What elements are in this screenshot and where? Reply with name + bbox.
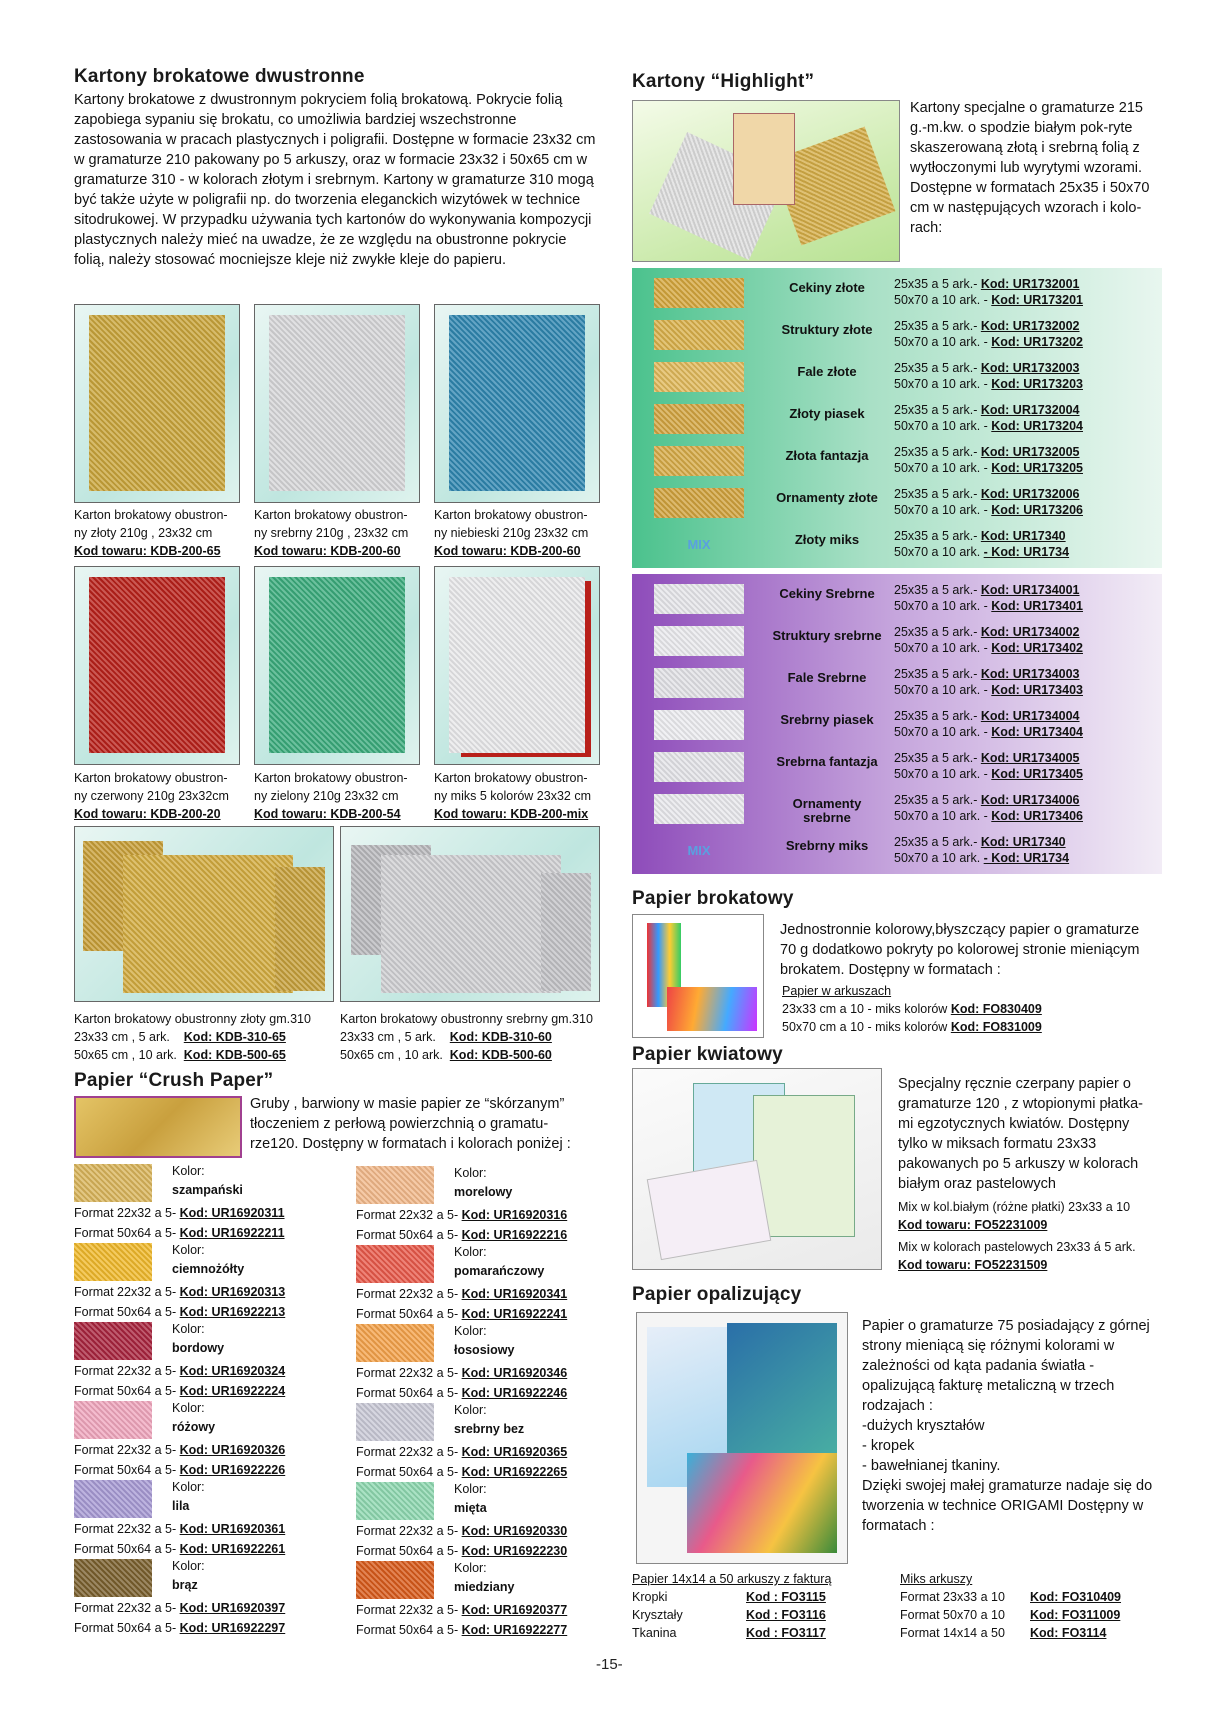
product-code: Kod: UR1732006 [980, 487, 1080, 501]
text: 25x35 a 5 ark.- [894, 403, 981, 417]
papier-opalizujacy-photo [636, 1312, 848, 1564]
crush-color-swatch [74, 1401, 152, 1439]
glitter-sheet [269, 577, 405, 753]
product-code: Kod: UR173201 [991, 293, 1083, 307]
text: 50x70 a 10 ark. [894, 545, 984, 559]
product-code: Kod: UR16920361 [179, 1522, 286, 1536]
package-card [733, 113, 795, 205]
product-code: Kod: UR173205 [991, 461, 1083, 475]
section-title-papier-brokatowy: Papier brokatowy [632, 888, 794, 909]
pattern-name: Cekiny złote [789, 280, 865, 295]
code-line [894, 682, 1083, 698]
product-code: Kod: UR16922246 [461, 1386, 568, 1400]
pattern-swatch [654, 320, 744, 350]
product-code: Kod: UR1732001 [980, 277, 1080, 291]
text: Format 22x32 a 5- [74, 1443, 180, 1457]
product-photo-silver-310 [340, 826, 600, 1002]
crush-color-swatch [356, 1561, 434, 1599]
format-row [356, 1443, 567, 1462]
text: Format 22x32 a 5- [74, 1601, 180, 1615]
code-line [894, 376, 1083, 392]
text: 50x70 a 10 ark. - [894, 503, 992, 517]
pattern-codes [894, 582, 1083, 614]
pattern-name: Srebrny piasek [780, 712, 874, 727]
product-code: Kod: UR16922230 [461, 1544, 568, 1558]
text: 25x35 a 5 ark.- [894, 445, 981, 459]
format-row [74, 1520, 285, 1539]
text: 50x70 a 10 ark. - [894, 767, 992, 781]
opal-sheet-multi [687, 1453, 837, 1553]
section-title-papier-kwiatowy: Papier kwiatowy [632, 1044, 783, 1065]
crush-color-swatch [74, 1164, 152, 1202]
kolor-label: Kolor: [454, 1482, 487, 1496]
text: 50x70 a 10 ark. - [894, 377, 992, 391]
crush-color-name: lila [172, 1499, 190, 1513]
crush-color-name: miedziany [454, 1580, 515, 1594]
product-photo-mix-210 [434, 566, 600, 765]
product-caption: Karton brokatowy obustron- ny zielony 210g 23x32 cm Kod towaru: KDB-200-54 [254, 771, 408, 821]
product-code: Kod: UR16920326 [179, 1443, 286, 1457]
crush-color-name: brąz [172, 1578, 198, 1592]
product-code: Kod: UR173403 [991, 683, 1083, 697]
code-line [894, 724, 1083, 740]
glitter-sheet-large [381, 855, 561, 993]
text: 25x35 a 5 ark.- [894, 319, 981, 333]
text: 50x70 a 10 ark. - [894, 599, 992, 613]
kolor-label: Kolor: [172, 1559, 205, 1573]
kolor-label: Kolor: [172, 1164, 205, 1178]
glitter-sheet [449, 315, 585, 491]
product-code: Kod: UR16920377 [461, 1603, 568, 1617]
kolor-label: Kolor: [454, 1166, 487, 1180]
product-caption-gold-310: Karton brokatowy obustronny złoty gm.310 23x33 cm , 5 ark. Kod: KDB-310-65 50x65 cm , 10 ark. Kod: KDB-500-65 [74, 1012, 311, 1062]
pattern-swatch [654, 278, 744, 308]
text: Format 50x64 a 5- [74, 1305, 180, 1319]
pattern-name: Złoty piasek [789, 406, 865, 421]
text: 25x35 a 5 ark.- [894, 709, 981, 723]
code-line [894, 808, 1083, 824]
text: 50x70 a 10 ark. - [894, 335, 992, 349]
papier-opalizujacy-intro: Papier o gramaturze 75 posiadający z górnej strony mieniącą się różnymi kolorami w zależności od kąta padania światła - opalizującą fakturę metaliczną w trzech rodzajach : -dużych kryształów - kropek - bawełnianej tkaniny. Dzięki swojej małej gramaturze nadaje się do tworzenia w technice ORIGAMI Dostępny w formatach : [862, 1318, 1153, 1534]
papier-brokatowy-intro: Jednostronnie kolorowy,błyszczący papier o gramaturze 70 g dodatkowo pokryty po kolorowej stronie mieniącym brokatem. Dostępny w formatach : [780, 922, 1140, 978]
text: Format 50x64 a 5- [74, 1463, 180, 1477]
product-code: Kod: UR16920313 [179, 1285, 286, 1299]
highlight-silver-panel [632, 574, 1162, 874]
crush-color-swatch [356, 1403, 434, 1441]
text: 25x35 a 5 ark.- [894, 277, 981, 291]
code-line [894, 460, 1083, 476]
section-title-crush-paper: Papier “Crush Paper” [74, 1070, 274, 1091]
kolor-label: Kolor: [454, 1324, 487, 1338]
format-row [74, 1441, 285, 1460]
text: 50x70 a 10 ark. - [894, 461, 992, 475]
text: 50x70 a 10 ark. - [894, 683, 992, 697]
pattern-name: Ornamenty złote [776, 490, 878, 505]
text: 25x35 a 5 ark.- [894, 835, 981, 849]
pattern-swatch [654, 446, 744, 476]
product-code: Kod: UR16920316 [461, 1208, 568, 1222]
pattern-swatch [654, 710, 744, 740]
product-caption: Karton brokatowy obustron- ny niebieski 210g 23x32 cm Kod towaru: KDB-200-60 [434, 508, 589, 558]
product-photo-green-210 [254, 566, 420, 765]
product-code: Kod: UR16922277 [461, 1623, 568, 1637]
text: 50x70 a 10 ark. [894, 851, 984, 865]
product-code: Kod: UR1734005 [980, 751, 1080, 765]
pattern-swatch [654, 752, 744, 782]
product-caption: Karton brokatowy obustron- ny srebrny 210g , 23x32 cm Kod towaru: KDB-200-60 [254, 508, 409, 558]
pattern-codes [894, 624, 1083, 656]
pattern-codes [894, 276, 1083, 308]
crush-color-swatch [74, 1480, 152, 1518]
pattern-name: Ornamenty srebrne [792, 796, 862, 825]
pattern-swatch [654, 626, 744, 656]
kolor-label: Kolor: [172, 1480, 205, 1494]
product-photo-red-210 [74, 566, 240, 765]
code-line [894, 528, 1069, 544]
product-code: Kod: UR1732002 [980, 319, 1080, 333]
kolor-label: Kolor: [454, 1561, 487, 1575]
pattern-swatch [654, 794, 744, 824]
text: 25x35 a 5 ark.- [894, 529, 981, 543]
papier-brokatowy-photo [632, 914, 764, 1038]
papier-brokatowy-formats: Papier w arkuszach 23x33 cm a 10 - miks kolorów Kod: FO830409 50x70 cm a 10 - miks kolorów Kod: FO831009 [782, 984, 1042, 1034]
product-code: Kod: UR16920365 [461, 1445, 568, 1459]
product-code: Kod: UR17340 [980, 835, 1066, 849]
text: Format 50x64 a 5- [74, 1226, 180, 1240]
pattern-codes [894, 792, 1083, 824]
text: Format 22x32 a 5- [356, 1445, 462, 1459]
product-code: Kod: UR173204 [991, 419, 1083, 433]
pattern-codes [894, 666, 1083, 698]
glitter-sheet [89, 577, 225, 753]
code-line [894, 402, 1083, 418]
mix-label: MIX [687, 537, 711, 552]
product-code: - Kod: UR1734 [983, 545, 1070, 559]
text: Format 22x32 a 5- [356, 1366, 462, 1380]
text: 25x35 a 5 ark.- [894, 793, 981, 807]
glitter-sheet [89, 315, 225, 491]
text: Format 50x64 a 5- [356, 1307, 462, 1321]
crush-paper-sample [74, 1096, 242, 1158]
crush-color-name: ciemnożółty [172, 1262, 245, 1276]
pattern-name: Fale złote [797, 364, 857, 379]
kolor-label: Kolor: [454, 1403, 487, 1417]
glitter-sheet-large [123, 855, 293, 993]
product-code: Kod: UR16922224 [179, 1384, 286, 1398]
text: 25x35 a 5 ark.- [894, 625, 981, 639]
text: 25x35 a 5 ark.- [894, 751, 981, 765]
product-caption-silver-310: Karton brokatowy obustronny srebrny gm.310 23x33 cm , 5 ark. Kod: KDB-310-60 50x65 cm , 10 ark. Kod: KDB-500-60 [340, 1012, 593, 1062]
product-code: Kod: UR173404 [991, 725, 1083, 739]
crush-color-swatch [356, 1324, 434, 1362]
crush-color-name: różowy [172, 1420, 216, 1434]
pattern-codes [894, 528, 1069, 560]
format-row [74, 1362, 285, 1381]
pattern-codes [894, 444, 1083, 476]
product-code: Kod: UR16920397 [179, 1601, 286, 1615]
product-code: Kod: UR16920341 [461, 1287, 568, 1301]
text: Format 22x32 a 5- [356, 1287, 462, 1301]
pattern-name: Cekiny Srebrne [779, 586, 875, 601]
glitter-sheet-back [541, 873, 591, 991]
section-title-papier-opalizujacy: Papier opalizujący [632, 1284, 802, 1305]
product-code: Kod: UR16922216 [461, 1228, 568, 1242]
text: Format 22x32 a 5- [74, 1522, 180, 1536]
product-code: Kod: UR1734003 [980, 667, 1080, 681]
product-code: Kod: UR173401 [991, 599, 1083, 613]
format-row [74, 1283, 285, 1302]
text: 50x70 a 10 ark. - [894, 641, 992, 655]
opal-sheet-teal [727, 1323, 837, 1473]
code-line [894, 360, 1083, 376]
product-photo-gold-310 [74, 826, 334, 1002]
format-row [356, 1206, 567, 1225]
text: Format 50x64 a 5- [356, 1623, 462, 1637]
papier-kwiatowy-formats: Mix w kol.białym (różne płatki) 23x33 a 10 Kod towaru: FO52231009 Mix w kolorach pastelowych 23x33 á 5 ark. Kod towaru: FO52231509 [898, 1200, 1136, 1272]
text: Format 50x64 a 5- [74, 1621, 180, 1635]
pattern-name: Struktury srebrne [772, 628, 882, 643]
papier-opalizujacy-table-faktura: Papier 14x14 a 50 arkuszy z fakturą Kropki Kod : FO3115 Kryształy Kod : FO3116 Tkanina Kod : FO3117 [632, 1572, 832, 1640]
crush-color-name: morelowy [454, 1185, 513, 1199]
code-line [894, 750, 1083, 766]
kolor-label: Kolor: [454, 1245, 487, 1259]
product-code: Kod: UR16920346 [461, 1366, 568, 1380]
kolor-label: Kolor: [172, 1243, 205, 1257]
pattern-name: Struktury złote [781, 322, 873, 337]
code-line [894, 544, 1069, 560]
product-code: Kod: UR173206 [991, 503, 1083, 517]
format-row [356, 1601, 567, 1620]
code-line [894, 444, 1083, 460]
text: Format 22x32 a 5- [74, 1206, 180, 1220]
crush-paper-intro: Gruby , barwiony w masie papier ze “skórzanym” tłoczeniem z perłową powierzchnią o gramatu-rze120. Dostępny w formatach i kolorach poniżej : [250, 1096, 571, 1152]
product-code: Kod: UR16922226 [179, 1463, 286, 1477]
papier-kwiatowy-photo [632, 1068, 882, 1270]
code-line [894, 276, 1083, 292]
package-card [753, 1095, 855, 1237]
code-line [894, 598, 1083, 614]
product-code: - Kod: UR1734 [983, 851, 1070, 865]
product-code: Kod: UR16922297 [179, 1621, 286, 1635]
product-code: Kod: UR1734004 [980, 709, 1080, 723]
format-row [74, 1619, 285, 1638]
pattern-codes [894, 750, 1083, 782]
crush-color-name: szampański [172, 1183, 243, 1197]
product-code: Kod: UR16922241 [461, 1307, 568, 1321]
text: 50x70 a 10 ark. - [894, 419, 992, 433]
text: Format 50x64 a 5- [356, 1386, 462, 1400]
product-photo-silver-210 [254, 304, 420, 503]
code-line [894, 582, 1083, 598]
highlight-gold-panel [632, 268, 1162, 568]
code-line [894, 766, 1083, 782]
pattern-swatch [654, 362, 744, 392]
product-photo-gold-210 [74, 304, 240, 503]
text: Format 22x32 a 5- [74, 1285, 180, 1299]
crush-color-swatch [356, 1245, 434, 1283]
code-line [894, 486, 1083, 502]
pattern-swatch [654, 668, 744, 698]
highlight-intro: Kartony specjalne o gramaturze 215 g.-m.kw. o spodzie białym pok-ryte skaszerowaną złotą i srebrną folią z wytłoczonymi lub wyrytymi wzorami. Dostępne w formatach 25x35 i 50x70 cm w następujących wzorach i kolo-rach: [910, 100, 1150, 236]
product-caption: Karton brokatowy obustron- ny czerwony 210g 23x32cm Kod towaru: KDB-200-20 [74, 771, 229, 821]
crush-color-swatch [356, 1166, 434, 1204]
product-code: Kod: UR173405 [991, 767, 1083, 781]
format-row [356, 1621, 567, 1640]
pattern-name: Srebrna fantazja [776, 754, 878, 769]
text: Format 22x32 a 5- [356, 1524, 462, 1538]
format-row [356, 1285, 567, 1304]
sheet-fan [667, 987, 757, 1031]
format-row [74, 1204, 285, 1223]
page-number: -15- [596, 1656, 623, 1673]
crush-color-swatch [74, 1322, 152, 1360]
kolor-label: Kolor: [172, 1322, 205, 1336]
product-code: Kod: UR1732004 [980, 403, 1080, 417]
crush-color-swatch [74, 1559, 152, 1597]
text: Format 50x64 a 5- [74, 1384, 180, 1398]
code-line [894, 640, 1083, 656]
code-line [894, 292, 1083, 308]
pattern-swatch [654, 488, 744, 518]
text: Format 50x64 a 5- [356, 1544, 462, 1558]
kolor-label: Kolor: [172, 1401, 205, 1415]
product-caption: Karton brokatowy obustron- ny złoty 210g , 23x32 cm Kod towaru: KDB-200-65 [74, 508, 228, 558]
text: 50x70 a 10 ark. - [894, 293, 992, 307]
pattern-codes [894, 402, 1083, 434]
crush-color-swatch [356, 1482, 434, 1520]
product-code: Kod: UR1734001 [980, 583, 1080, 597]
code-line [894, 834, 1069, 850]
code-line [894, 418, 1083, 434]
product-code: Kod: UR16922213 [179, 1305, 286, 1319]
section-title-kartony-brokatowe: Kartony brokatowe dwustronne [74, 66, 365, 87]
code-line [894, 666, 1083, 682]
code-line [894, 624, 1083, 640]
product-code: Kod: UR17340 [980, 529, 1066, 543]
glitter-sheet-back [275, 867, 325, 991]
text: 25x35 a 5 ark.- [894, 583, 981, 597]
pattern-codes [894, 834, 1069, 866]
kartony-brokatowe-intro: Kartony brokatowe z dwustronnym pokryciem folią brokatową. Pokrycie folią zapobiega sypaniu się brokatu, co umożliwia bardziej wszechstronne zastosowania w pracach plastycznych i poligrafii. Dostępne w formacie 23x32 cm w gramaturze 210 pakowany po 5 arkuszy, oraz w formacie 23x32 i 50x65 cm w gramaturze 310 - w kolorach złotym i srebrnym. Kartony w gramaturze 310 mogą być także użyte w poligrafii np. do tworzenia eleganckich wizytówek w technice sitodrukowej. W przypadku używania tych kartonów do wykonywania kompozycji plastycznych należy mieć na uwadze, że ze względu na obustronne pokrycie folią, należy stosować mocniejsze kleje niż zwykłe kleje do papieru. [74, 92, 596, 268]
text: 50x70 a 10 ark. - [894, 809, 992, 823]
product-code: Kod: UR16920324 [179, 1364, 286, 1378]
code-line [894, 850, 1069, 866]
code-line [894, 334, 1083, 350]
format-row [356, 1522, 567, 1541]
text: 25x35 a 5 ark.- [894, 361, 981, 375]
product-caption: Karton brokatowy obustron- ny miks 5 kolorów 23x32 cm Kod towaru: KDB-200-mix [434, 771, 592, 821]
product-code: Kod: UR16922261 [179, 1542, 286, 1556]
glitter-sheet [269, 315, 405, 491]
papier-opalizujacy-table-miks: Miks arkuszy Format 23x33 a 10 Kod: FO310409 Format 50x70 a 10 Kod: FO311009 Format 14x14 a 50 Kod: FO3114 [900, 1572, 1122, 1640]
text: Format 50x64 a 5- [356, 1228, 462, 1242]
product-code: Kod: UR1732005 [980, 445, 1080, 459]
pattern-swatch [654, 584, 744, 614]
text: 25x35 a 5 ark.- [894, 487, 981, 501]
code-line [894, 318, 1083, 334]
text: Format 50x64 a 5- [74, 1542, 180, 1556]
pattern-codes [894, 318, 1083, 350]
crush-color-name: pomarańczowy [454, 1264, 545, 1278]
text: Format 22x32 a 5- [74, 1364, 180, 1378]
papier-kwiatowy-intro: Specjalny ręcznie czerpany papier o gramaturze 120 , z wtopionymi płatka-mi egzotycznych kwiatów. Dostępny tylko w miksach formatu 23x33 pakowanych po 5 arkuszy w kolorach białym oraz pastelowych [898, 1076, 1143, 1192]
crush-color-name: mięta [454, 1501, 487, 1515]
pattern-name: Srebrny miks [785, 838, 869, 853]
product-code: Kod: UR1734006 [980, 793, 1080, 807]
code-line [894, 792, 1083, 808]
text: 50x70 a 10 ark. - [894, 725, 992, 739]
format-row [356, 1364, 567, 1383]
product-code: Kod: UR173406 [991, 809, 1083, 823]
crush-color-name: łososiowy [454, 1343, 515, 1357]
text: Format 22x32 a 5- [356, 1603, 462, 1617]
flower-sheet [647, 1160, 772, 1260]
product-code: Kod: UR16922265 [461, 1465, 568, 1479]
pattern-name: Złota fantazja [785, 448, 869, 463]
text: 25x35 a 5 ark.- [894, 667, 981, 681]
product-code: Kod: UR173202 [991, 335, 1083, 349]
product-code: Kod: UR1734002 [980, 625, 1080, 639]
pattern-codes [894, 708, 1083, 740]
code-line [894, 502, 1083, 518]
text: Format 50x64 a 5- [356, 1465, 462, 1479]
crush-color-name: srebrny bez [454, 1422, 525, 1436]
product-code: Kod: UR173203 [991, 377, 1083, 391]
product-code: Kod: UR16920330 [461, 1524, 568, 1538]
text: Format 22x32 a 5- [356, 1208, 462, 1222]
glitter-sheet [449, 577, 585, 753]
code-line [894, 708, 1083, 724]
pattern-name: Fale Srebrne [787, 670, 867, 685]
product-code: Kod: UR16922211 [179, 1226, 285, 1240]
section-title-highlight: Kartony “Highlight” [632, 71, 815, 92]
mix-label: MIX [687, 843, 711, 858]
pattern-codes [894, 360, 1083, 392]
product-code: Kod: UR1732003 [980, 361, 1080, 375]
pattern-name: Złoty miks [794, 532, 860, 547]
product-photo-blue-210 [434, 304, 600, 503]
pattern-codes [894, 486, 1083, 518]
crush-color-swatch [74, 1243, 152, 1281]
product-code: Kod: UR16920311 [179, 1206, 285, 1220]
format-row [74, 1599, 285, 1618]
pattern-swatch [654, 404, 744, 434]
highlight-product-photo [632, 100, 900, 262]
crush-color-name: bordowy [172, 1341, 225, 1355]
product-code: Kod: UR173402 [991, 641, 1083, 655]
